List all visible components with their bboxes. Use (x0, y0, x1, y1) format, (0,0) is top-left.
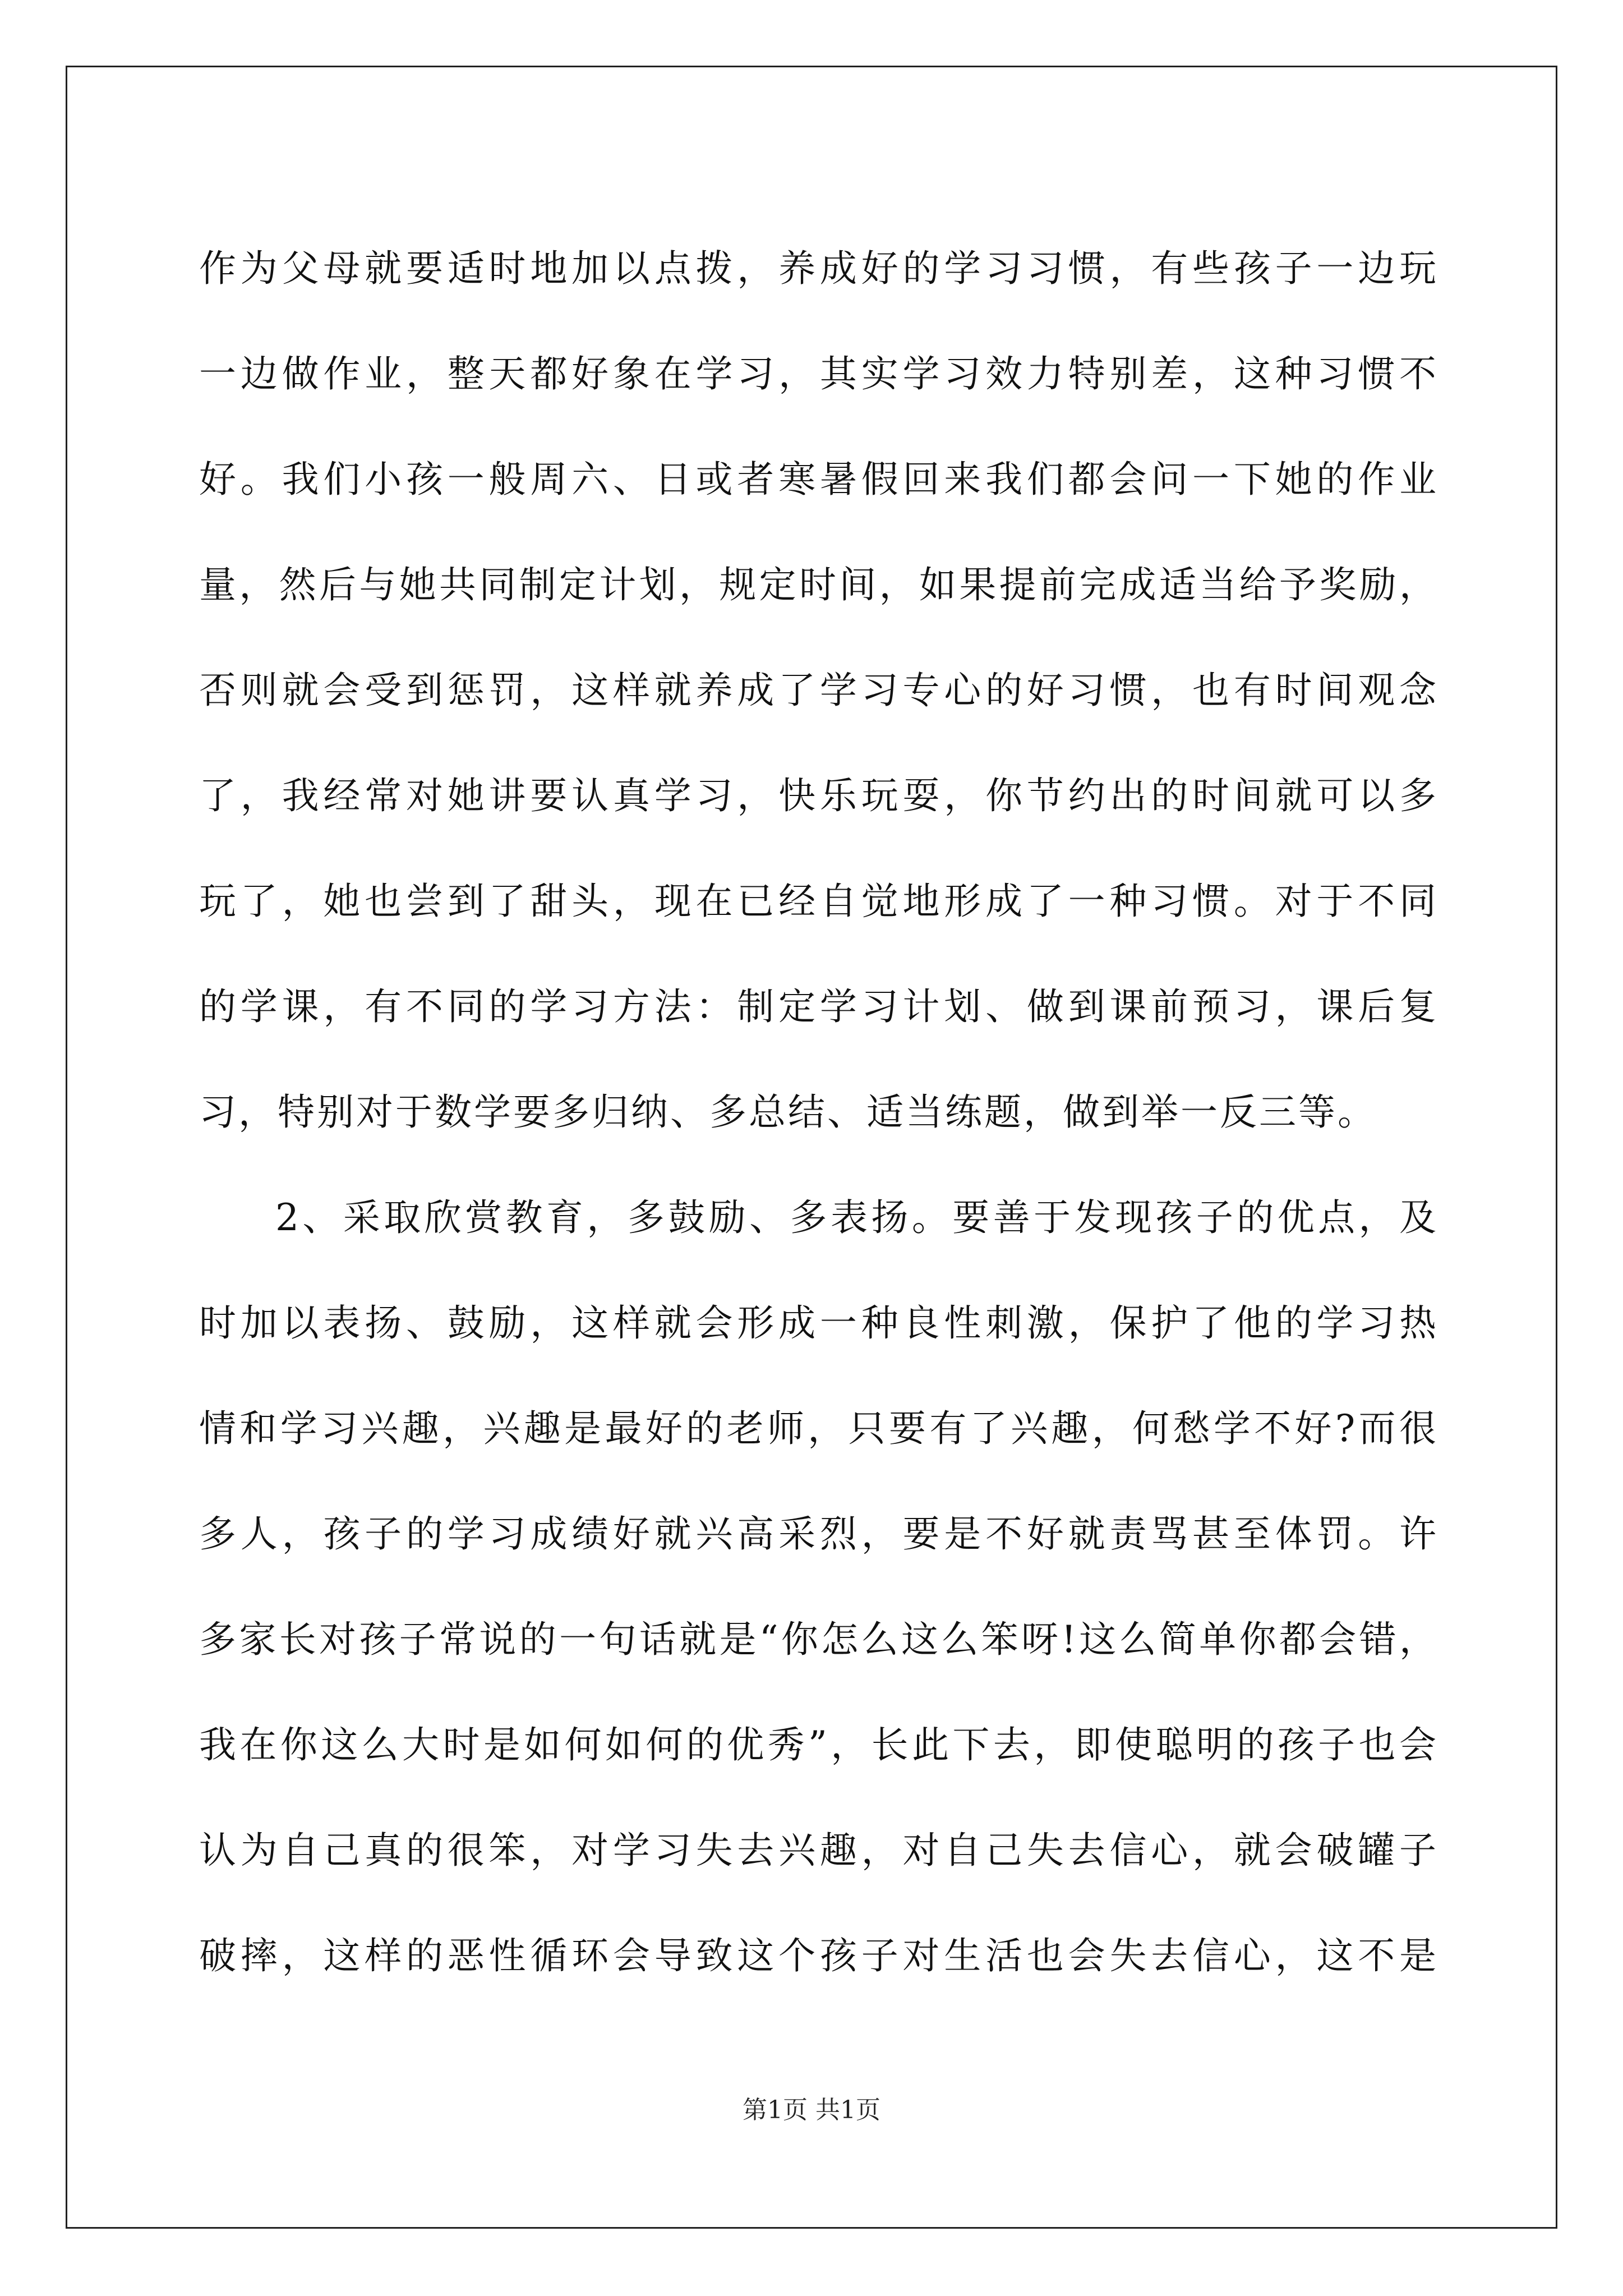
text-line: 多家长对孩子常说的一句话就是“你怎么这么笨呀!这么简单你都会错， (199, 1618, 1438, 1661)
text-line: 的学课，有不同的学习方法：制定学习计划、做到课前预习，课后复 (199, 985, 1438, 1028)
paragraph-start-line: 2、采取欣赏教育，多鼓励、多表扬。要善于发现孩子的优点，及 (275, 1196, 1438, 1239)
text-line: 破摔，这样的恶性循环会导致这个孩子对生活也会失去信心，这不是 (199, 1934, 1438, 1977)
text-line: 认为自己真的很笨，对学习失去兴趣，对自己失去信心，就会破罐子 (199, 1829, 1438, 1872)
text-line: 习，特别对于数学要多归纳、多总结、适当练题，做到举一反三等。 (199, 1091, 1377, 1134)
text-line: 多人，孩子的学习成绩好就兴高采烈，要是不好就责骂甚至体罚。许 (199, 1512, 1438, 1556)
text-line: 作为父母就要适时地加以点拨，养成好的学习习惯，有些孩子一边玩 (199, 247, 1438, 290)
page-footer: 第1页 共1页 (743, 2096, 880, 2124)
text-line: 时加以表扬、鼓励，这样就会形成一种良性刺激，保护了他的学习热 (199, 1301, 1438, 1345)
text-line: 玩了，她也尝到了甜头，现在已经自觉地形成了一种习惯。对于不同 (199, 880, 1438, 923)
text-line: 了，我经常对她讲要认真学习，快乐玩耍，你节约出的时间就可以多 (199, 774, 1438, 817)
text-line: 我在你这么大时是如何如何的优秀”，长此下去，即使聪明的孩子也会 (199, 1723, 1438, 1766)
text-line: 一边做作业，整天都好象在学习，其实学习效力特别差，这种习惯不 (199, 352, 1438, 395)
text-line: 否则就会受到惩罚，这样就养成了学习专心的好习惯，也有时间观念 (199, 669, 1438, 712)
document-body (199, 216, 1438, 2009)
text-line: 量，然后与她共同制定计划，规定时间，如果提前完成适当给予奖励， (199, 563, 1438, 606)
text-line: 好。我们小孩一般周六、日或者寒暑假回来我们都会问一下她的作业 (199, 458, 1438, 501)
text-line: 情和学习兴趣，兴趣是最好的老师，只要有了兴趣，何愁学不好?而很 (199, 1407, 1438, 1450)
